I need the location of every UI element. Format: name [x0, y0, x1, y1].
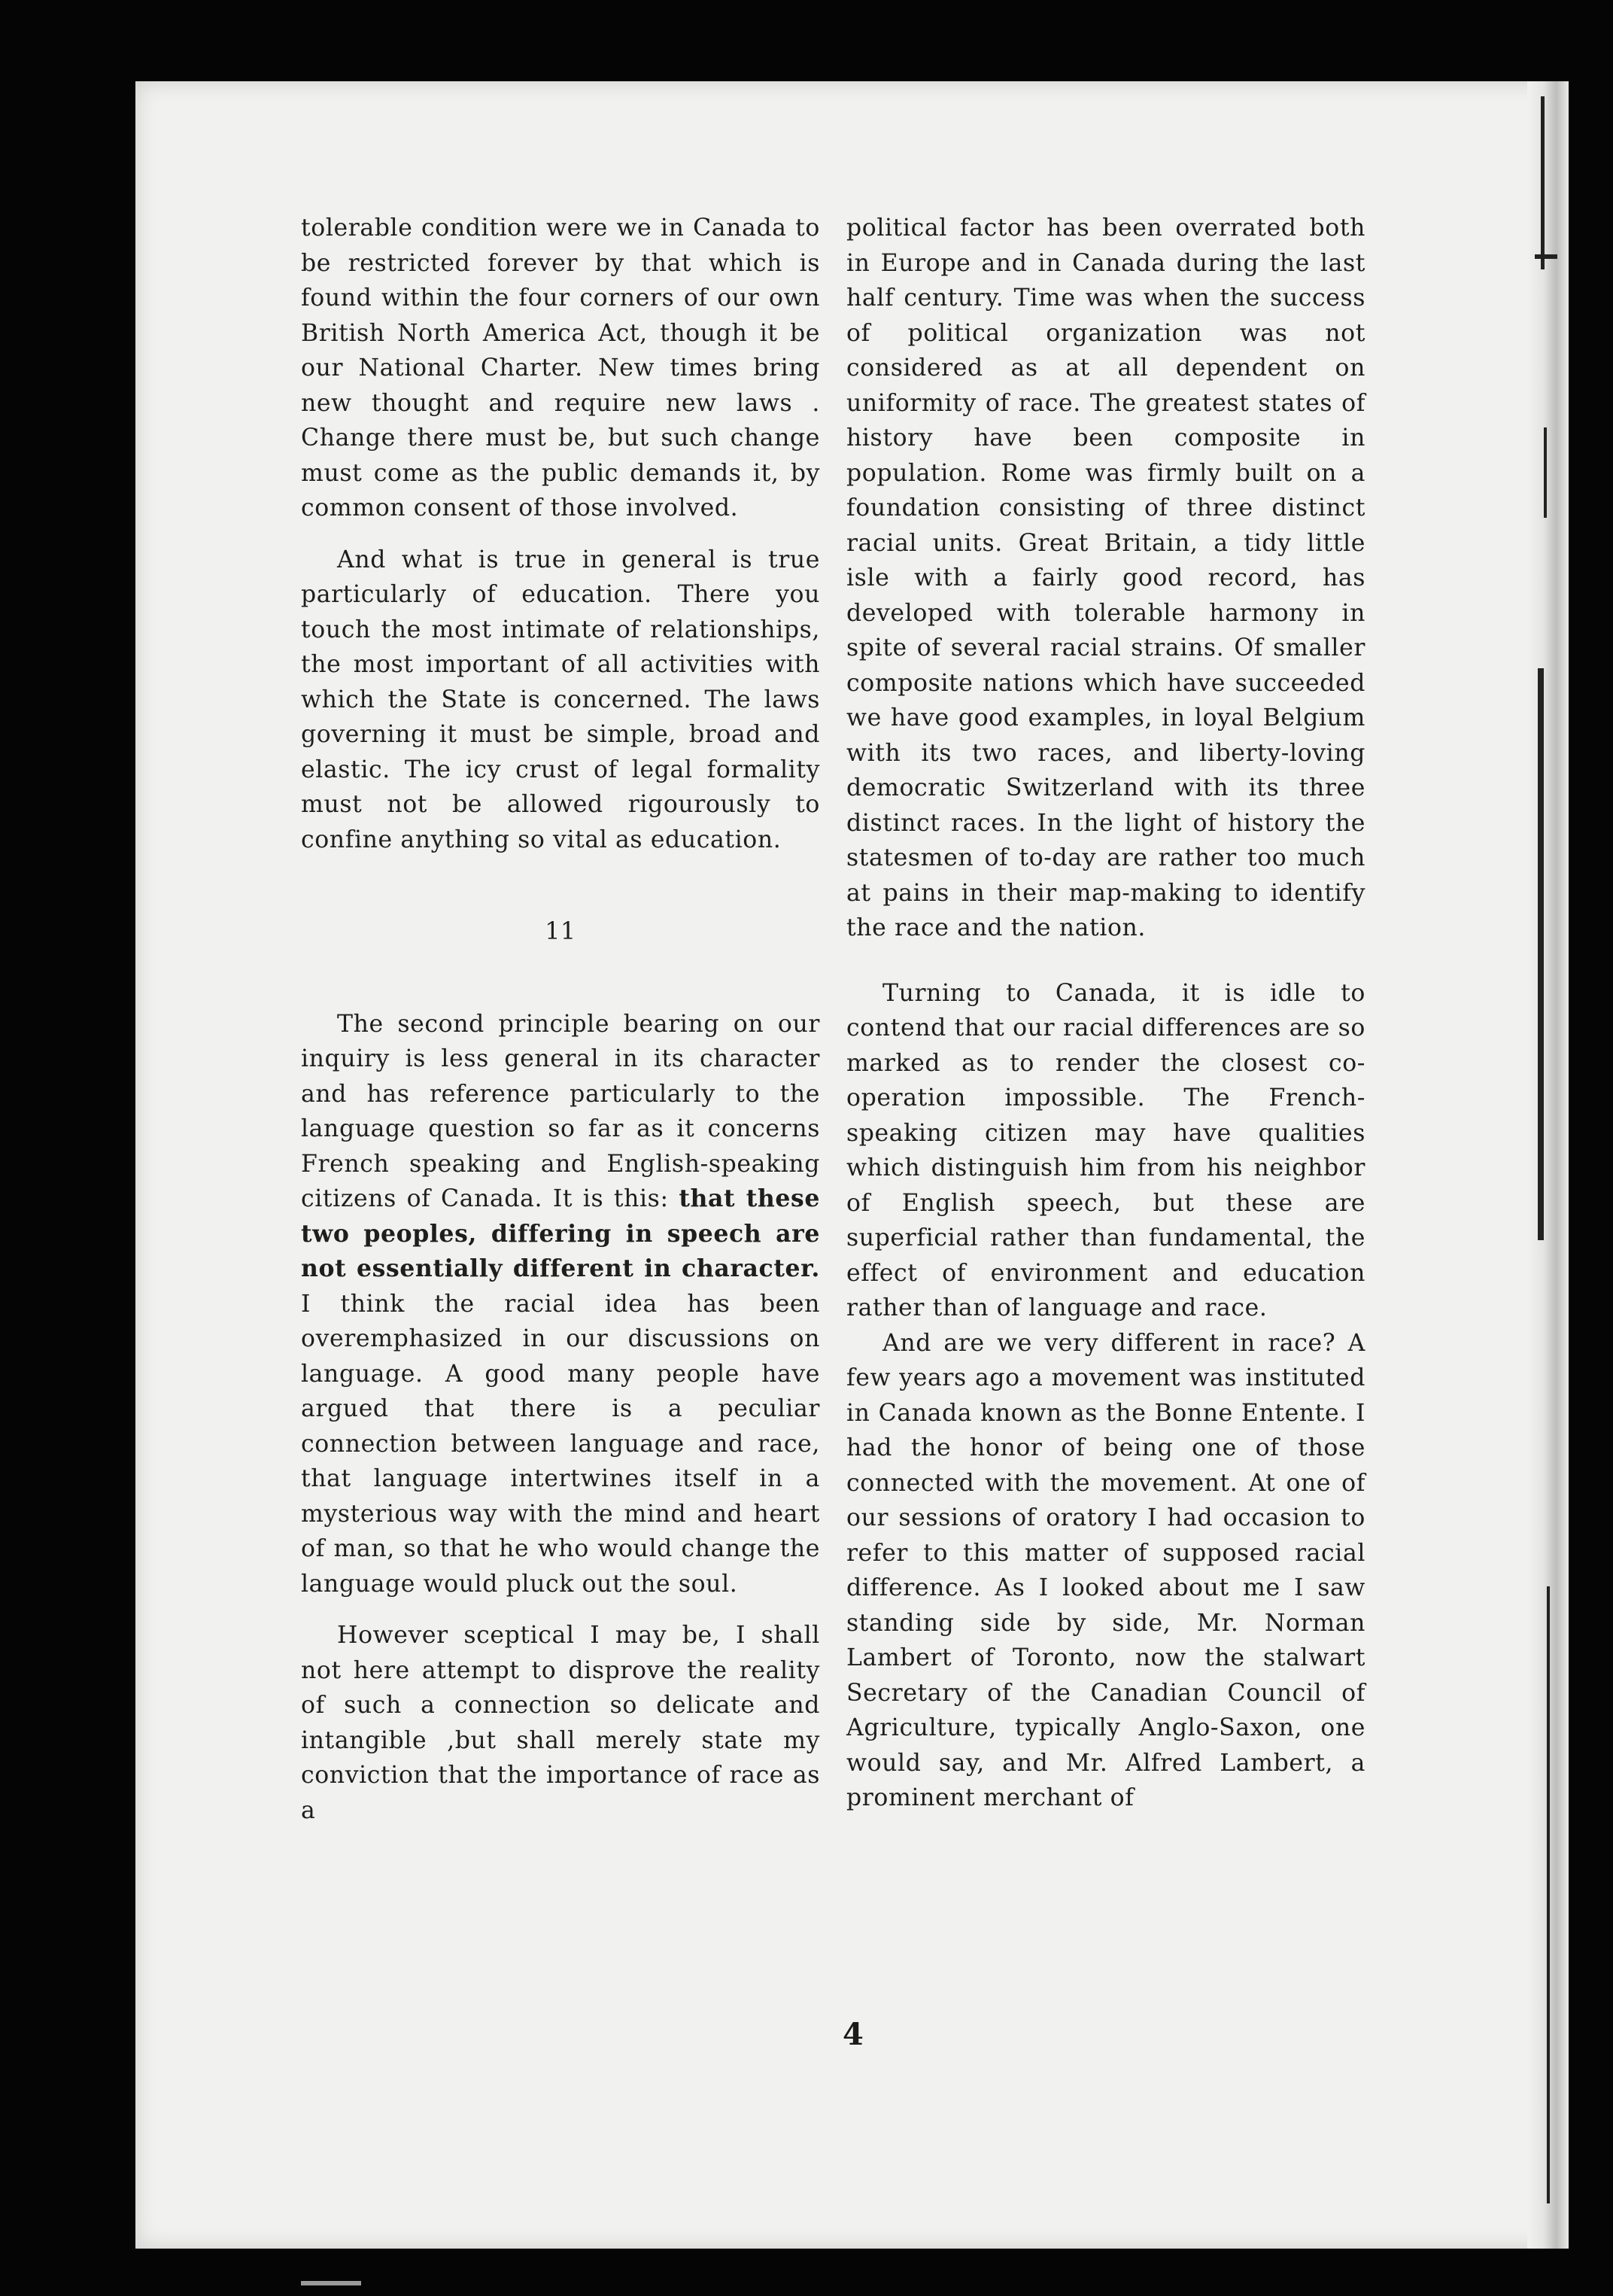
paragraph: political factor has been overrated both in Europe and in Canada during the last half century. Time was when the success of political organization was not considered as at all dependent on uniformity of race. The greatest states of history have been composite in population. Rome was firmly built on a foundation consisting of three distinct racial units. Great Britain, a tidy little isle with a fairly good record, has developed with tolerable harmony in spite of several racial strains. Of smaller composite nations which have succeeded we have good examples, in loyal Belgium with its two races, and liberty-loving democratic Switzerland with its three distinct races. In the light of history the statesmen of to-day are rather too much at pains in their map-making to identify the race and the nation.: [846, 214, 1365, 941]
page-number: 4: [843, 2017, 864, 2052]
section-number: 11: [545, 918, 576, 945]
paragraph: [301, 1007, 820, 1602]
document-page: [135, 81, 1569, 2249]
paragraph: Turning to Canada, it is idle to contend that our racial differences are so marked as to render the closest co-operation impossible. The French-speaking citizen may have qualities which distinguish him from his neighbor of English speech, but these are superficial rather than fundamental, the effect of environment and education rather than of language and race.: [846, 979, 1365, 1321]
paragraph: And are we very different in race? A few years ago a movement was instituted in Canada known as the Bonne Entente. I had the honor of being one of those connected with the movement. At one of our sessions of oratory I had occasion to refer to this matter of supposed racial difference. As I looked about me I saw standing side by side, Mr. Norman Lambert of Toronto, now the stalwart Secretary of the Canadian Council of Agriculture, typically Anglo-Saxon, one would say, and Mr. Alfred Lambert, a prominent merchant of: [846, 1329, 1365, 1811]
left-column: [301, 211, 820, 1828]
paragraph: tolerable condition were we in Canada to be restricted forever by that which is found within the four corners of our own British North America Act, though it be our National Charter. New times bring new thought and require new laws . Change there must be, but such change must come as the public demands it, by common consent of those involved.: [301, 214, 820, 522]
paragraph-text: I think the racial idea has been overemphasized in our discussions on language. A good many people have argued that there is a peculiar connection between language and race, that language intertwines itself in a mysterious way with the mind and heart of man, so that he who would change the language would pluck out the soul.: [301, 1290, 820, 1598]
paragraph: And what is true in general is true particularly of education. There you touch the most intimate of relationships, the most important of all activities with which the State is concerned. The laws governing it must be simple, broad and elastic. The icy crust of legal formality must not be allowed rigourously to confine anything so vital as education.: [301, 546, 820, 853]
right-column: [846, 211, 1365, 1816]
paragraph-text: The second principle bearing on our inquiry is less general in its character and has reference particularly to the language question so far as it concerns French speaking and English-speaking citizens of Canada. It is this:: [301, 1010, 820, 1212]
page-binding-edge: [1527, 81, 1569, 2249]
paragraph: However sceptical I may be, I shall not here attempt to disprove the reality of such a connection so delicate and intangible ,but shall merely state my conviction that the importance of race as a: [301, 1622, 820, 1824]
emphasized-principle: that these two peoples, differing in speech are not essentially different in character.: [301, 1184, 820, 1282]
scan-artifact: [301, 2281, 361, 2285]
